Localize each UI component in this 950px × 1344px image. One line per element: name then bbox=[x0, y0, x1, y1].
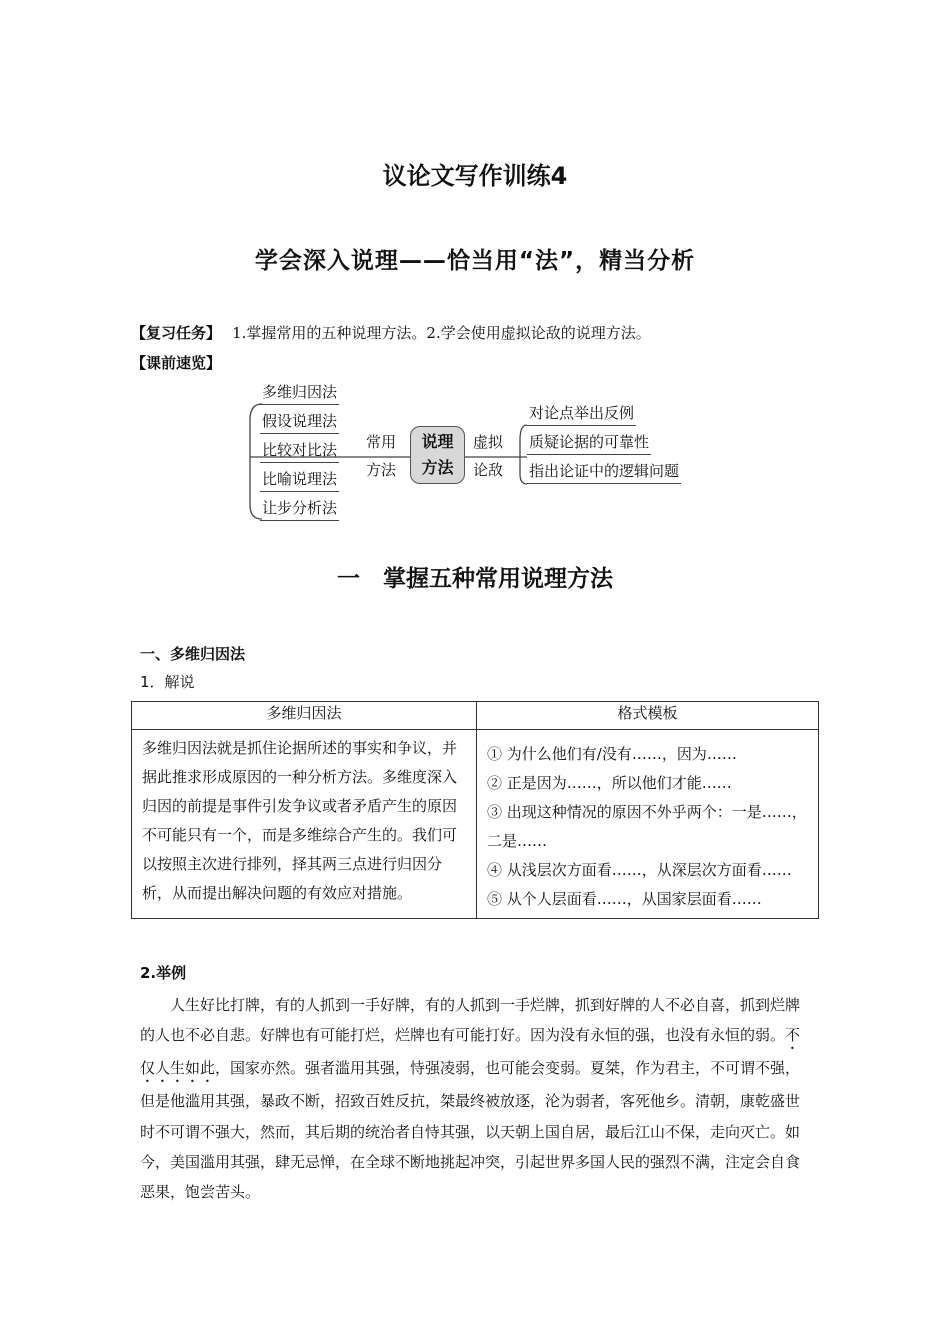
table-row bbox=[132, 730, 819, 919]
mindmap-left-item: 多维归因法 bbox=[260, 381, 339, 405]
mindmap-right-item: 质疑论据的可靠性 bbox=[527, 431, 651, 455]
mindmap-left-item: 比较对比法 bbox=[260, 439, 339, 463]
template-item: ② 正是因为……，所以他们才能…… bbox=[487, 774, 732, 792]
page-title: 议论文写作训练4 bbox=[382, 162, 568, 190]
template-item: ⑤ 从个人层面看……，从国家层面看…… bbox=[487, 890, 762, 908]
section-title: 一 掌握五种常用说理方法 bbox=[337, 566, 613, 592]
template-item: ③ 出现这种情况的原因不外乎两个：一是……，二是…… bbox=[487, 803, 807, 850]
table-header: 多维归因法 bbox=[132, 702, 477, 730]
table-cell-templates bbox=[477, 730, 819, 919]
table-cell-description: 多维归因法就是抓住论据所述的事实和争议，并据此推求形成原因的一种分析方法。多维度深入归因的前提是事件引发争议或者矛盾产生的原因不可能只有一个，而是多维综合产生的。我们可以按照主次进行排列，择其两三点进行归因分析，从而提出解决问题的有效应对措施。 bbox=[132, 730, 477, 919]
template-item: ④ 从浅层次方面看……，从深层次方面看…… bbox=[487, 861, 792, 879]
mindmap-right-label: 虚拟 论敌 bbox=[473, 433, 504, 479]
subsection-heading: 一、多维归因法 bbox=[140, 645, 246, 663]
example-paragraph: 人生好比打牌，有的人抓到一手好牌，有的人抓到一手烂牌，抓到好牌的人不必自喜，抓到烂牌的人也不必自悲。好牌也有可能打烂，烂牌也有可能打好。因为没有永恒的强，也没有永恒的弱。不仅人生如此，国家亦然。强者滥用其强，恃强凌弱，也可能会变弱。夏桀，作为君主，不可谓不强，但是他滥用其强，暴政不断，招致百姓反抗，桀最终被放逐，沦为弱者，客死他乡。清朝，康乾盛世时不可谓不强大，然而，其后期的统治者自恃其强，以天朝上国自居，最后江山不保，走向灭亡。如今，美国滥用其强，肆无忌惮，在全球不断地挑起冲突，引起世界多国人民的强烈不满，注定会自食恶果，饱尝苦头。 bbox=[140, 996, 801, 1202]
subsection-subheading: 1．解说 bbox=[140, 673, 195, 691]
mindmap-left-item: 假设说理法 bbox=[260, 410, 339, 434]
mindmap-left-item: 比喻说理法 bbox=[260, 468, 339, 492]
page-subtitle: 学会深入说理——恰当用“法”，精当分析 bbox=[254, 248, 696, 274]
review-task-text: 1.掌握常用的五种说理方法。2.学会使用虚拟论敌的说理方法。 bbox=[232, 324, 651, 342]
emphasis-text: 不仅人生如此 bbox=[140, 1026, 801, 1078]
table-header: 格式模板 bbox=[477, 702, 819, 730]
mindmap-center: 说理 方法 bbox=[410, 426, 465, 484]
table-header-row bbox=[132, 702, 819, 730]
review-task-label: 【复习任务】 bbox=[131, 324, 222, 342]
template-item: ① 为什么他们有/没有……，因为…… bbox=[487, 745, 737, 763]
mindmap-left-label: 常用 方法 bbox=[366, 433, 397, 479]
mindmap-left-item: 让步分析法 bbox=[260, 497, 339, 521]
preview-label: 【课前速览】 bbox=[131, 354, 222, 372]
mindmap-right-item: 对论点举出反例 bbox=[527, 402, 636, 426]
mindmap-right-item: 指出论证中的逻辑问题 bbox=[527, 460, 681, 484]
subsection-subheading: 2.举例 bbox=[140, 964, 187, 982]
method-table bbox=[131, 701, 819, 919]
